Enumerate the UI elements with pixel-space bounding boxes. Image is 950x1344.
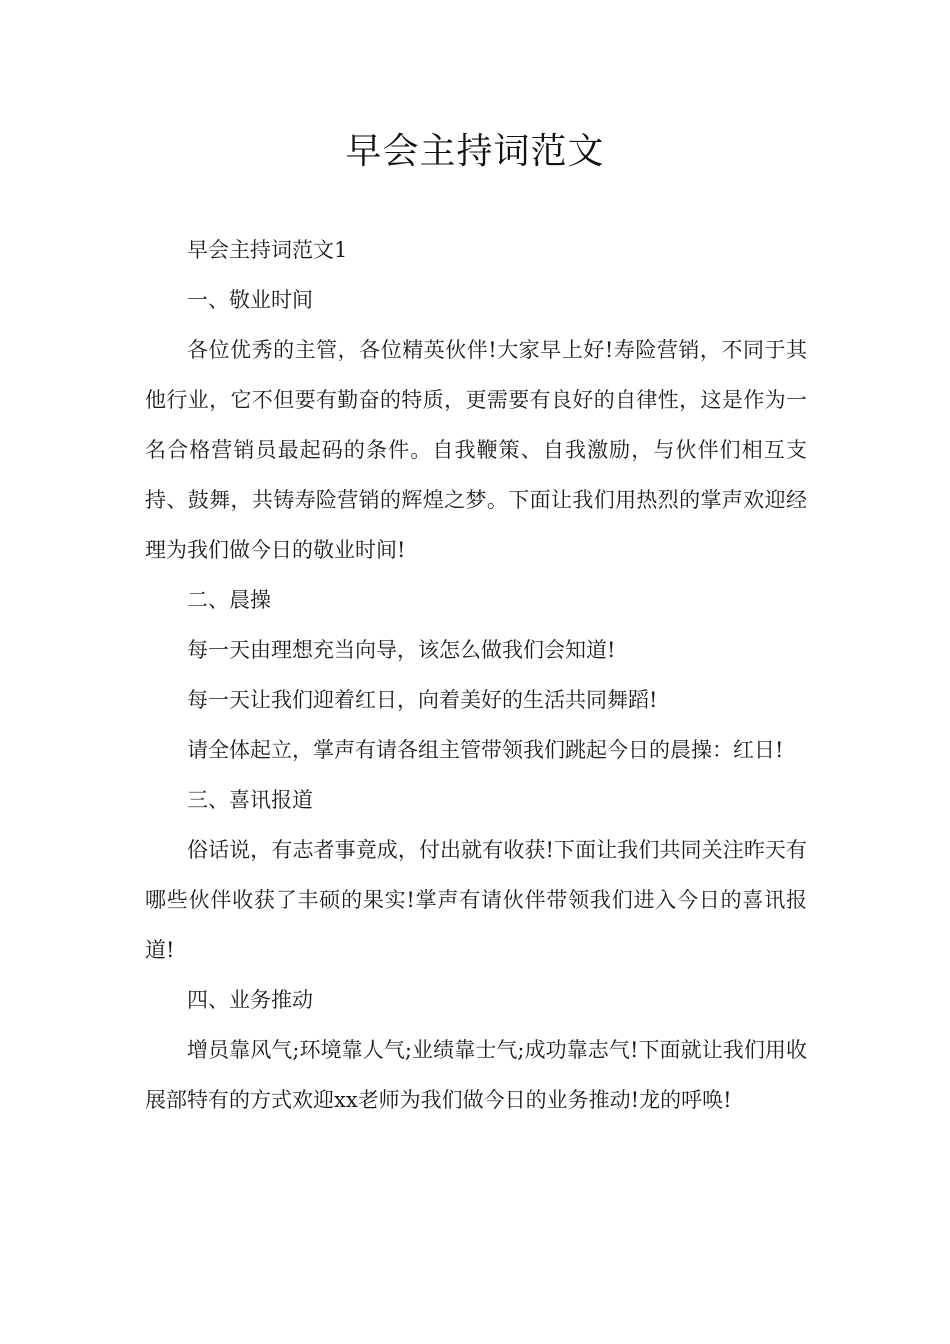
subsection-heading: 一、敬业时间	[187, 288, 313, 312]
subsection-heading: 四、业务推动	[187, 988, 313, 1012]
paragraph: 增员靠风气;环境靠人气;业绩靠士气;成功靠志气!下面就让我们用收展部特有的方式欢迎xx老师为我们做今日的业务推动!龙的呼唤!	[145, 1038, 807, 1112]
paragraph: 请全体起立，掌声有请各组主管带领我们跳起今日的晨操：红日!	[187, 738, 784, 762]
document-body	[145, 225, 807, 1125]
document-title: 早会主持词范文	[345, 131, 605, 172]
paragraph: 每一天由理想充当向导，该怎么做我们会知道!	[187, 638, 616, 662]
section-heading: 早会主持词范文1	[187, 238, 348, 262]
paragraph: 每一天让我们迎着红日，向着美好的生活共同舞蹈!	[187, 688, 658, 712]
paragraph: 俗话说，有志者事竟成，付出就有收获!下面让我们共同关注昨天有哪些伙伴收获了丰硕的果实!掌声有请伙伴带领我们进入今日的喜讯报道!	[145, 838, 807, 962]
subsection-heading: 三、喜讯报道	[187, 788, 313, 812]
subsection-heading: 二、晨操	[187, 588, 271, 612]
paragraph: 各位优秀的主管，各位精英伙伴!大家早上好!寿险营销，不同于其他行业，它不但要有勤奋的特质，更需要有良好的自律性，这是作为一名合格营销员最起码的条件。自我鞭策、自我激励，与伙伴们相互支持、鼓舞，共铸寿险营销的辉煌之梦。下面让我们用热烈的掌声欢迎经理为我们做今日的敬业时间!	[145, 338, 807, 562]
